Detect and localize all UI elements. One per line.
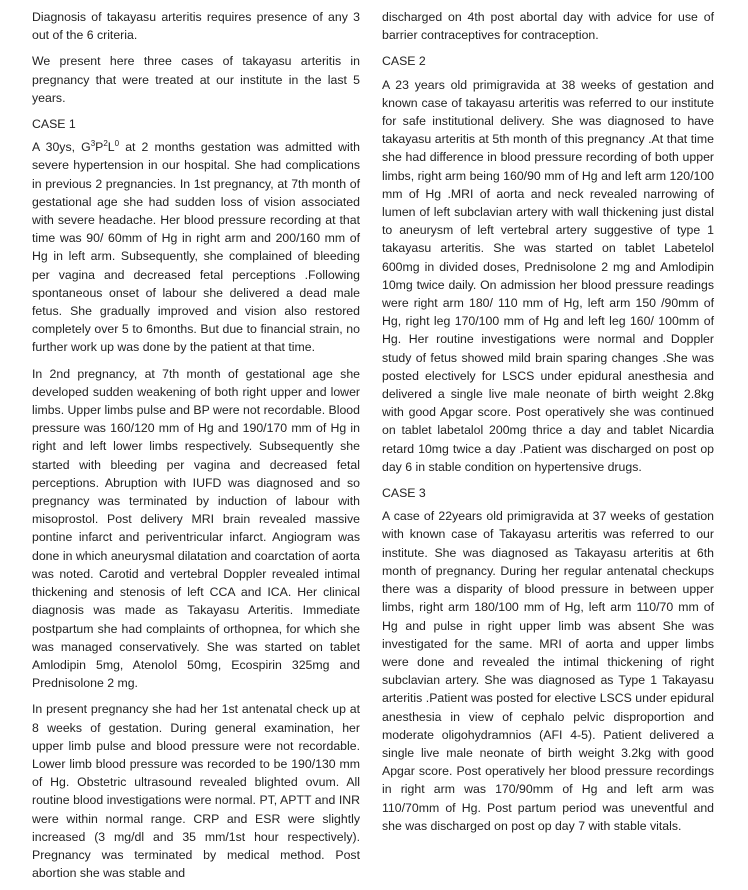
para-superscript: 2: [103, 139, 108, 149]
case-1-continuation: discharged on 4th post abortal day with advice for use of barrier contraceptives for contraception.: [382, 10, 714, 43]
right-column: [382, 8, 714, 843]
intro-paragraph-1: Diagnosis of takayasu arteritis requires presence of any 3 out of the 6 criteria.: [32, 10, 360, 43]
intro-paragraph-2: We present here three cases of takayasu arteritis in pregnancy that were treated at our institute in the last 5 years.: [32, 54, 360, 105]
left-column: [32, 8, 360, 890]
case-1-p1-mid2: L: [107, 140, 115, 155]
case-1-p1-rest: at 2 months gestation was admitted with severe hypertension in our hospital. She had complications in previous 2 pregnancies. In 1st pregnancy, at 7th month of gestational age she had sudden loss of vision associated with severe headache. Her blood pressure recording at that time was 90/ 60mm of Hg in right arm and 200/160 mm of Hg in left arm. Subsequently, she complained of bleeding per vagina and decreased fetal perceptions .Following spontaneous onset of labour she delivered a dead male fetus. She gradually improved and vision also restored completely over 5 to 6months. But due to financial strain, no further work up was done by the patient at that time.: [32, 140, 361, 355]
case-1-paragraph-1: [32, 138, 360, 356]
living-superscript: 0: [114, 139, 120, 149]
case-3-paragraph-1: A case of 22years old primigravida at 37 weeks of gestation with known case of Takayasu arteritis was referred to our institute. She was diagnosed as Takayasu arteritis at 6th month of pregnancy. During her regular antenatal checkups there was a disparity of blood pressure in between upper limbs, right arm 180/100 mm of Hg, left arm 110/70 mm of Hg and pulse in right upper limb was absent She was investigated for the same. MRI of aorta and upper limbs were done and revealed the intimal thickening of right subclavian artery. She was diagnosed as Type 1 Takayasu arteritis .Patient was posted for elective LSCS under epidural anesthesia in view of cephalo pelvic disproportion and moderate oligohydramnios (AFI 4-5). Patient delivered a single live male neonate of birth weight 3.2kg with good Apgar score. Post operatively her blood pressure recordings in right arm was 170/90mm of Hg and left arm was 110/70mm of Hg. Post partum period was uneventful and she was discharged on post op day 7 with stable vitals.: [382, 509, 714, 833]
case-3-heading: CASE 3: [382, 486, 426, 501]
case-1-paragraph-3: In present pregnancy she had her 1st antenatal check up at 8 weeks of gestation. During general examination, her upper limb pulse and blood pressure were not recordable. Lower limb blood pressure was recorded to be 190/130 mm of Hg. Obstetric ultrasound revealed blighted ovum. All routine blood investigations were normal. PT, APTT and INR were within normal range. CRP and ESR were slightly increased (3 mg/dl and 35 mm/1st hour respectively). Pregnancy was terminated by medical method. Post abortion she was stable and: [32, 702, 360, 881]
case-1-p1-prefix: A 30ys, G: [32, 140, 91, 155]
case-2-heading: CASE 2: [382, 54, 426, 69]
gravida-superscript: 3: [90, 139, 96, 149]
case-1-p1-mid1: P: [95, 140, 104, 155]
case-2-paragraph-1: A 23 years old primigravida at 38 weeks of gestation and known case of takayasu arteritis was referred to our institute for safe institutional delivery. She was diagnosed to have takayasu arteritis at 5th month of this pregnancy .At that time she had difference in blood pressure recording of both upper limbs, right arm being 160/90 mm of Hg and left arm 120/100 mm of Hg .MRI of aorta and neck revealed narrowing of lumen of left subclavian artery with wall thickening just distal to aneurysm of left vertebral artery suggestive of type 1 takayasu arteritis. She was started on tablet Labetelol 600mg in divided doses, Prednisolone 2 mg and Amlodipin 10mg twice daily. On admission her blood pressure readings were right arm 180/ 110 mm of Hg, left arm 150 /90mm of Hg, right leg 170/100 mm of Hg and left leg 160/ 100mm of Hg. Her routine investigations were normal and Doppler study of fetus showed mild brain sparing changes .She was posted electively for LSCS under epidural anesthesia and delivered a single live male neonate of birth weight 2.8kg with good Apgar score. Post operatively she was continued on tablet labetalol 200mg thrice a day and tablet Nicardia retard 10mg twice a day .Patient was discharged on post op day 6 in stable condition on hypertensive drugs.: [382, 77, 714, 474]
case-1-heading: CASE 1: [32, 117, 76, 132]
case-1-paragraph-2: In 2nd pregnancy, at 7th month of gestational age she developed sudden weakening of both right upper and lower limbs. Upper limbs pulse and BP were not recordable. Blood pressure was 160/120 mm of Hg and 190/170 mm of Hg in right and left lower limbs respectively. Subsequently she started with bleeding per vagina and decreased fetal perceptions. Abruption with IUFD was diagnosed and so pregnancy was terminated by induction of labour with misoprostol. Post delivery MRI brain revealed massive pontine infarct and periventricular infarct. Angiogram was done in which aneurysmal dilatation and coarctation of aorta was noted. Carotid and vertebral Doppler revealed intimal thickening and stenosis of left CCA and ICA. Her clinical diagnosis was made as Takayasu Arteritis. Immediate postpartum she had complaints of orthopnea, for which she was managed conservatively. She was started on tablet Amlodipin 5mg, Atenolol 50mg, Ecospirin 325mg and Prednisolone 2 mg.: [32, 366, 360, 691]
